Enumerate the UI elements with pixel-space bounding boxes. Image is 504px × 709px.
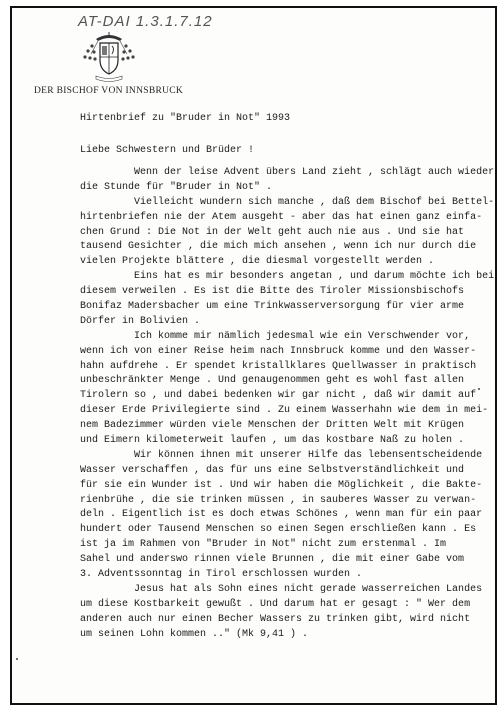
letter-body-line: dieser Erde Privilegierte sind . Zu einem Wasserhahn wie dem in mei- xyxy=(80,405,489,417)
letter-body-line: Wir können ihnen mit unserer Hilfe das lebensentscheidende xyxy=(80,449,483,461)
letter-body-line: diesem verweilen . Es ist die Bitte des Tiroler Missionsbischofs xyxy=(80,286,465,298)
letter-body-line: anderen auch nur einen Becher Wassers zu trinken gibt, wird nicht xyxy=(80,613,471,625)
letter-body-line: hundert oder Tausend Menschen so einen Segen erschließen kann . Es xyxy=(80,524,477,536)
letter-body-line: Jesus hat als Sohn eines nicht gerade wasserreichen Landes xyxy=(80,583,483,595)
letter-body-line: vielen Projekte blättere , die diesmal vorgestellt werden . xyxy=(80,256,435,268)
letter-body-line: hahn aufdrehe . Er spendet kristallklares Quellwasser in praktisch xyxy=(80,360,477,372)
letter-body-line: rienbrühe , die sie trinken müssen , in sauberes Wasser zu verwan- xyxy=(80,494,477,506)
letter-body-line: Vielleicht wundern sich manche , daß dem Bischof bei Bettel- xyxy=(80,196,495,208)
letter-body xyxy=(80,166,495,643)
letter-body-line: Wasser verschaffen , das für uns eine Selbstverständlichkeit und xyxy=(80,464,465,476)
letter-body-line: um diese Kostbarkeit gewußt . Und darum hat er gesagt : " Wer dem xyxy=(80,598,471,610)
scan-speck xyxy=(478,388,480,390)
letter-body-line: für sie ein Wunder ist . Und wir haben die Möglichkeit , die Bakte- xyxy=(80,479,483,491)
letter-body-line: Eins hat es mir besonders angetan , und darum möchte ich bei xyxy=(80,271,495,283)
letter-body-line: nem Badezimmer würden viele Menschen der Dritten Welt mit Krügen xyxy=(80,420,465,432)
letter-subject: Hirtenbrief zu "Bruder in Not" 1993 xyxy=(80,113,291,124)
scan-speck xyxy=(16,658,18,660)
letter-body-line: ist ja im Rahmen von "Bruder in Not" nicht zum erstenmal . Im xyxy=(80,539,447,551)
letter-body-line: Ich komme mir nämlich jedesmal wie ein Verschwender vor, xyxy=(80,330,471,342)
letter-body-line: tausend Gesichter , die mich mich ansehen , wenn ich nur durch die xyxy=(80,241,477,253)
letter-body-line: hirtenbriefen nie der Atem ausgeht - aber das hat einen ganz einfa- xyxy=(80,211,483,223)
letter-body-line: Wenn der leise Advent übers Land zieht , schlägt auch wieder xyxy=(80,167,495,178)
letter-body-line: Tirolern so , und dabei bedenken wir gar nicht , daß wir damit auf xyxy=(80,390,477,402)
letter-body-line: Dörfer in Bolivien . xyxy=(80,315,201,327)
archive-reference-note: AT-DAI 1.3.1.7.12 xyxy=(78,13,213,30)
letter-page xyxy=(10,6,497,705)
letter-body-line: um seinen Lohn kommen .." (Mk 9,41 ) . xyxy=(80,628,309,640)
letter-body-line: die Stunde für "Bruder in Not" . xyxy=(80,181,273,193)
letter-body-line: deln . Eigentlich ist es doch etwas Schönes , wenn man für ein paar xyxy=(80,509,483,521)
letter-body-line: wenn ich von einer Reise heim nach Innsbruck komme und den Wasser- xyxy=(80,345,477,357)
letter-body-line: Sahel und anderswo rinnen viele Brunnen , die mit einer Gabe vom xyxy=(80,554,465,566)
letter-body-line: 3. Adventssonntag in Tirol erschlossen wurden . xyxy=(80,569,363,581)
letter-salutation: Liebe Schwestern und Brüder ! xyxy=(80,145,255,156)
letter-body-line: Bonifaz Madersbacher um eine Trinkwasserversorgung für vier arme xyxy=(80,301,465,313)
episcopal-coat-of-arms-icon xyxy=(74,30,144,84)
letterhead-title: DER BISCHOF VON INNSBRUCK xyxy=(34,86,184,96)
letter-body-line: chen Grund : Die Not in der Welt geht auch nie aus . Und sie hat xyxy=(80,226,465,238)
letter-body-line: und Eimern kilometerweit laufen , um das kostbare Naß zu holen . xyxy=(80,435,465,447)
letter-body-line: unbeschränkter Menge . Und genaugenommen geht es wohl fast allen xyxy=(80,375,465,387)
